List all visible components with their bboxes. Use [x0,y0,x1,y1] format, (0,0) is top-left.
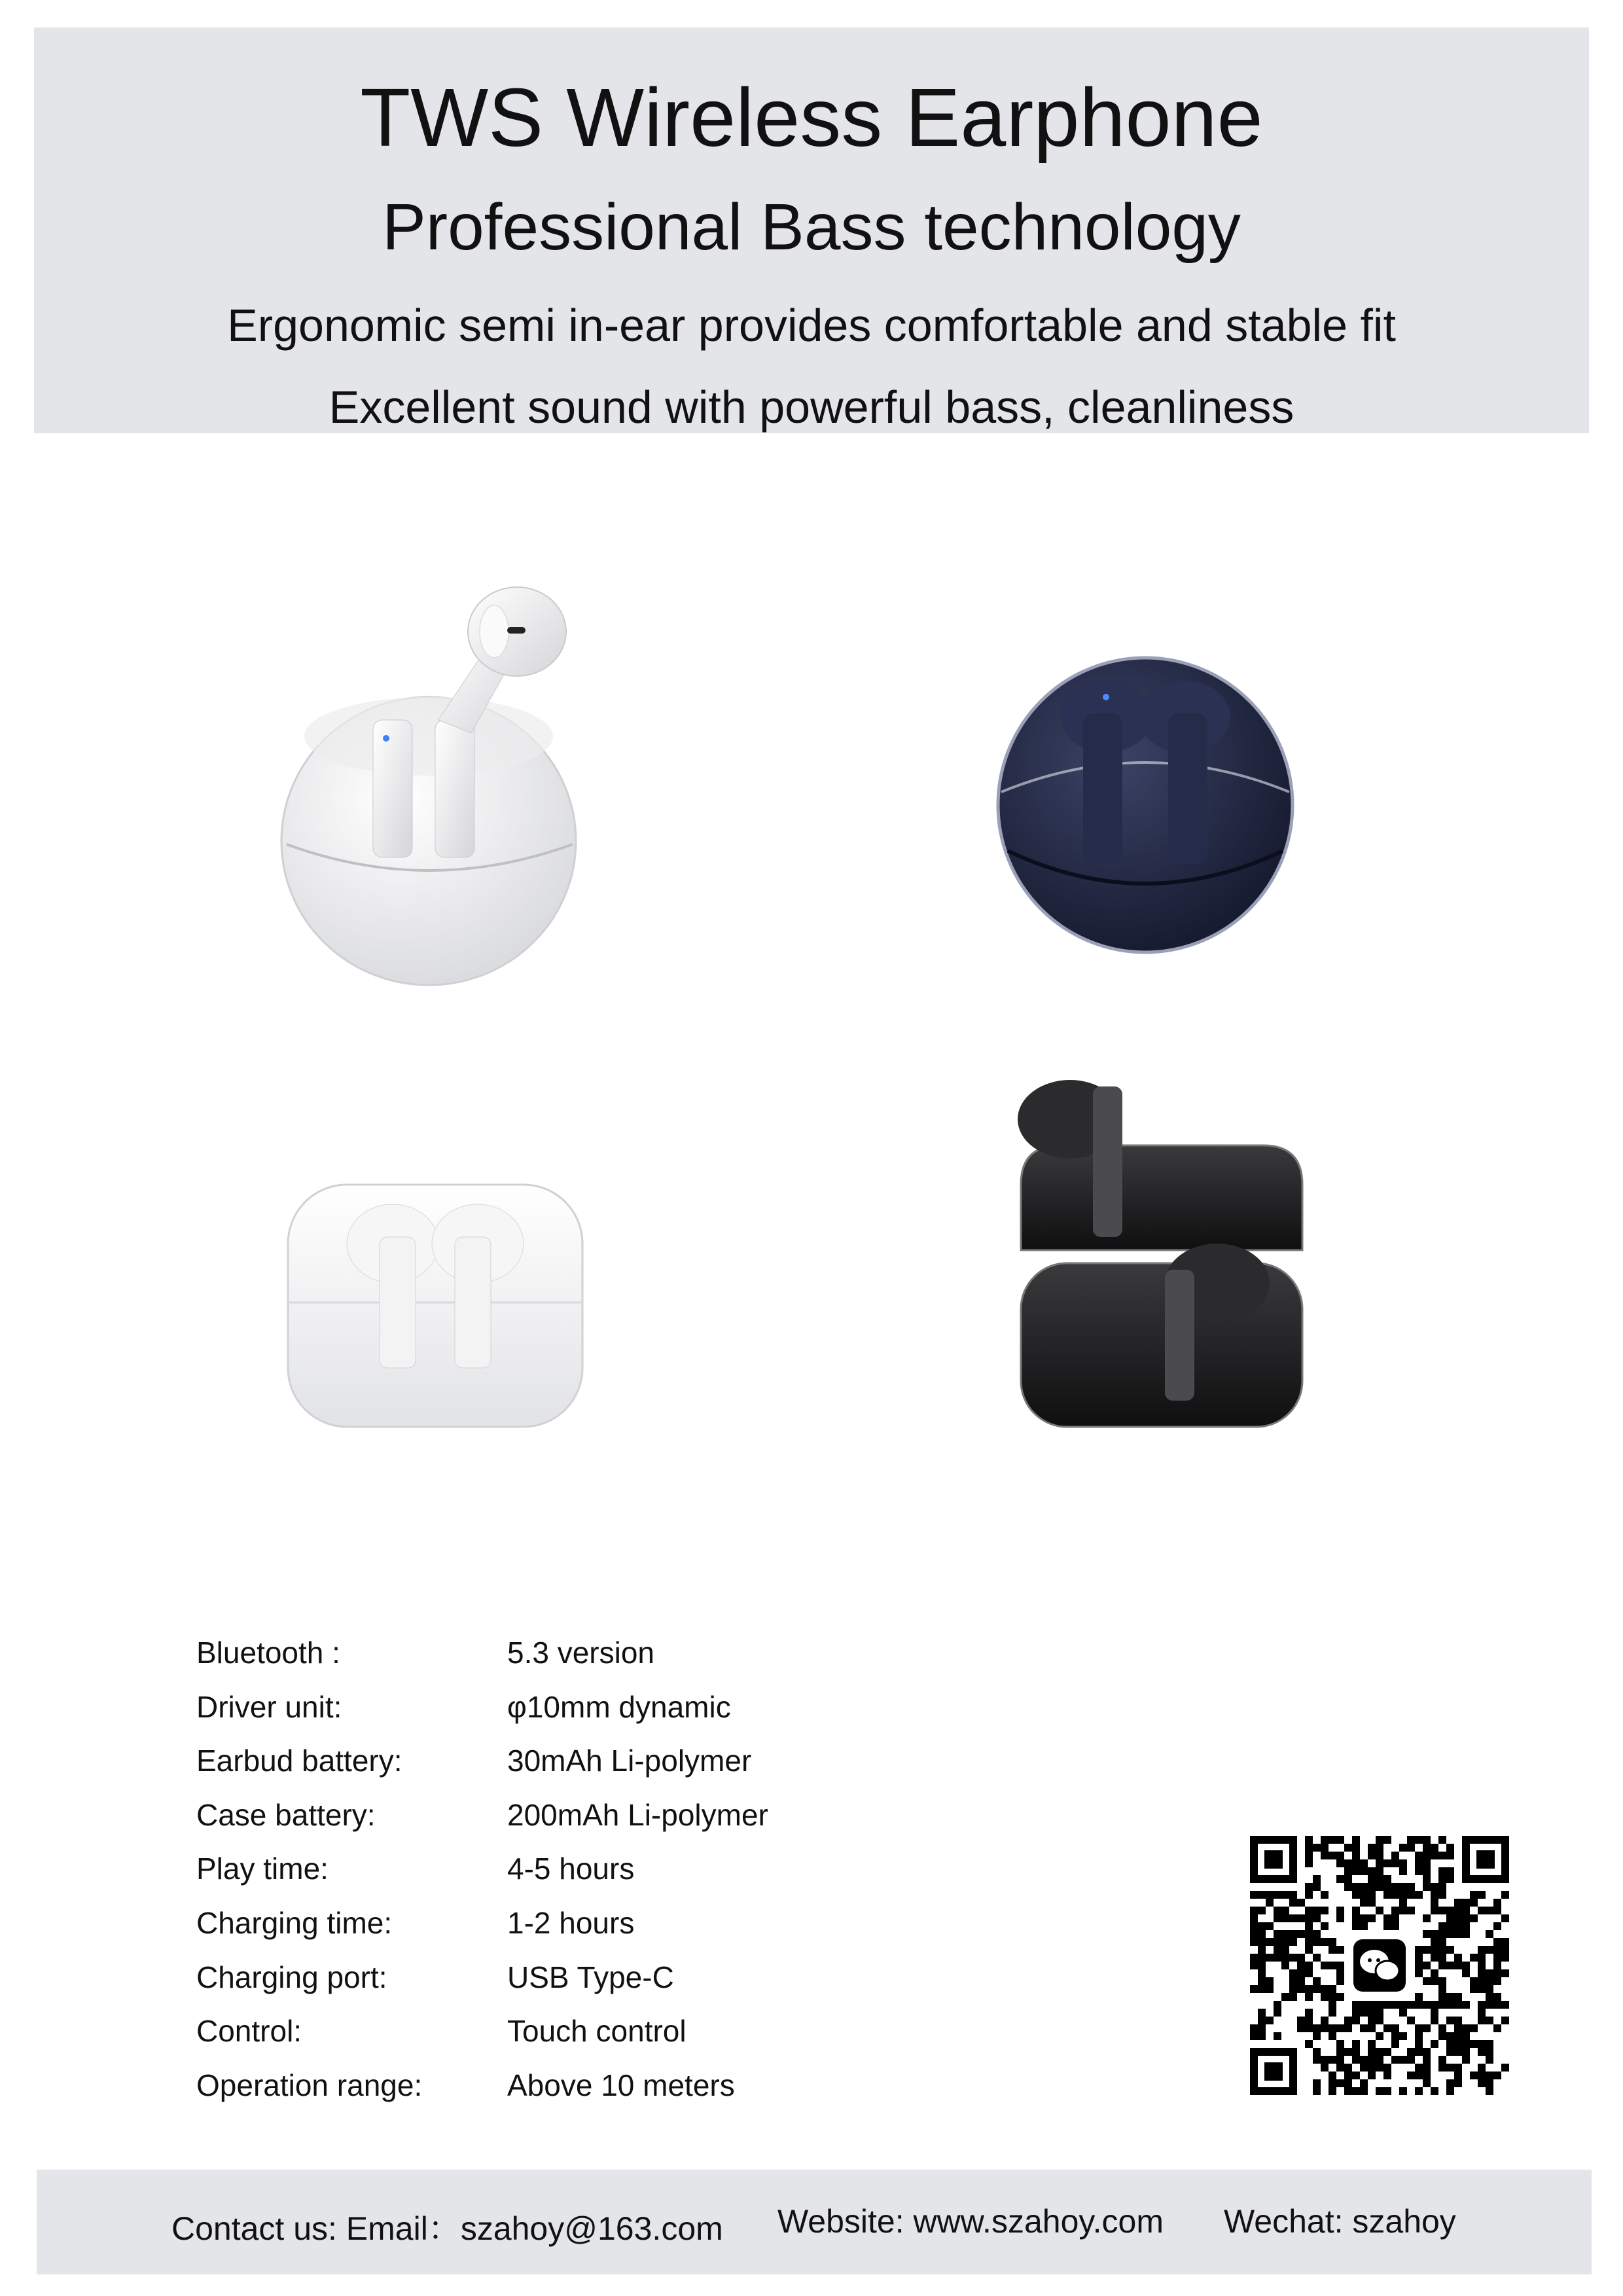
spec-value: USB Type-C [507,1960,674,1994]
navy-round-case-image [988,641,1302,956]
spec-value: 30mAh Li-polymer [507,1744,752,1778]
page-title: TWS Wireless Earphone [360,71,1263,164]
spec-value: φ10mm dynamic [507,1689,731,1724]
spec-value: 200mAh Li-polymer [507,1797,768,1832]
spec-label: Case battery: [196,1797,376,1832]
spec-label: Charging time: [196,1905,393,1940]
spec-label: Earbud battery: [196,1744,402,1778]
spec-label: Control: [196,2014,302,2049]
contact-website: Website: www.szahoy.com [777,2203,1164,2240]
spec-label: Driver unit: [196,1689,342,1724]
black-square-case-image [1008,1073,1315,1440]
wechat-icon [1348,1934,1411,1997]
qr-finder-top-right [1462,1836,1509,1883]
contact-wechat: Wechat: szahoy [1224,2203,1456,2240]
spec-value: 5.3 version [507,1636,655,1670]
qr-code-icon [1250,1836,1509,2095]
footer-banner [37,2170,1592,2274]
spec-value: 4-5 hours [507,1852,635,1886]
feature-line-2: Excellent sound with powerful bass, cleanliness [329,382,1294,433]
white-square-case-image [281,1172,589,1433]
page-subtitle: Professional Bass technology [382,190,1241,264]
spec-value: Above 10 meters [507,2068,735,2102]
qr-finder-top-left [1250,1836,1297,1883]
spec-label: Operation range: [196,2068,423,2102]
contact-email: Contact us: Email：szahoy@163.com [171,2210,723,2247]
spec-value: 1-2 hours [507,1905,635,1940]
qr-finder-bottom-left [1250,2048,1297,2095]
spec-label: Charging port: [196,1960,387,1994]
feature-line-1: Ergonomic semi in-ear provides comfortable and stable fit [227,300,1396,351]
spec-label: Bluetooth : [196,1636,340,1670]
spec-value: Touch control [507,2014,687,2049]
white-round-case-image [275,569,589,988]
spec-label: Play time: [196,1852,329,1886]
header-banner [34,27,1589,433]
